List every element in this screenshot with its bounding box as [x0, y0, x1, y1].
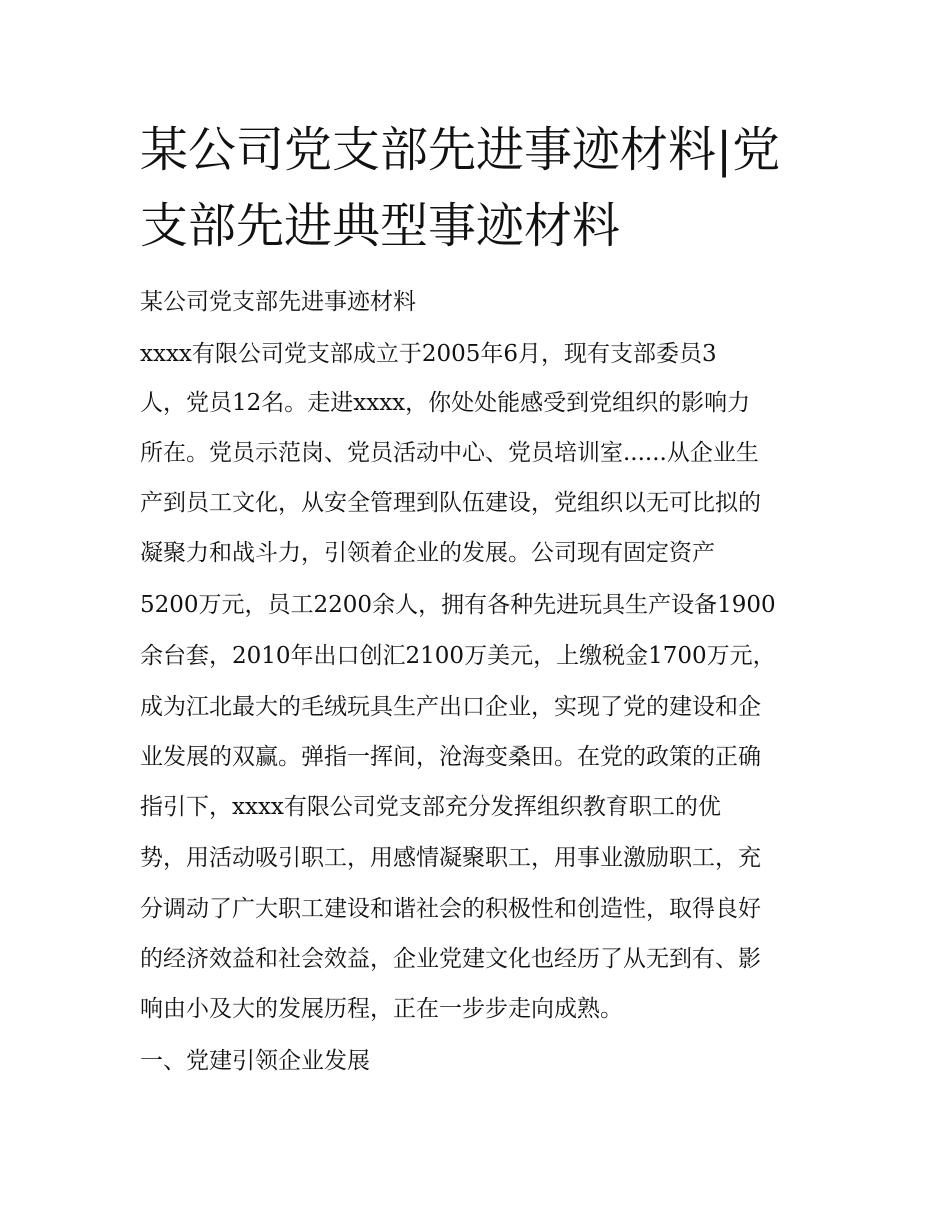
paragraph-line: 业发展的双赢。弹指一挥间，沧海变桑田。在党的政策的正确 [140, 744, 761, 770]
paragraph-line: 分调动了广大职工建设和谐社会的积极性和创造性，取得良好 [140, 896, 761, 922]
paragraph-line: 5200万元，员工2200余人，拥有各种先进玩具生产设备1900 [140, 592, 776, 618]
paragraph-line: 响由小及大的发展历程，正在一步步走向成熟。 [140, 996, 623, 1022]
document-subtitle: 某公司党支部先进事迹材料 [140, 289, 416, 315]
paragraph-line: xxxx有限公司党支部成立于2005年6月，现有支部委员3 [140, 341, 717, 367]
paragraph-line: 指引下，xxxx有限公司党支部充分发挥组织教育职工的优 [140, 794, 721, 820]
paragraph-line: 人，党员12名。走进xxxx，你处处能感受到党组织的影响力 [140, 390, 751, 416]
section-heading: 一、党建引领企业发展 [140, 1048, 370, 1074]
paragraph-line: 产到员工文化，从安全管理到队伍建设，党组织以无可比拟的 [140, 490, 761, 516]
paragraph-line: 余台套，2010年出口创汇2100万美元，上缴税金1700万元， [140, 643, 776, 669]
paragraph-line: 凝聚力和战斗力，引领着企业的发展。公司现有固定资产 [140, 540, 715, 566]
paragraph-line: 势，用活动吸引职工，用感情凝聚职工，用事业激励职工，充 [140, 845, 761, 871]
document-title: 某公司党支部先进事迹材料|党支部先进典型事迹材料 [140, 122, 781, 254]
paragraph-line: 所在。党员示范岗、党员活动中心、党员培训室......从企业生 [140, 440, 759, 466]
paragraph-line: 的经济效益和社会效益，企业党建文化也经历了从无到有、影 [140, 946, 761, 972]
paragraph-line: 成为江北最大的毛绒玩具生产出口企业，实现了党的建设和企 [140, 694, 761, 720]
